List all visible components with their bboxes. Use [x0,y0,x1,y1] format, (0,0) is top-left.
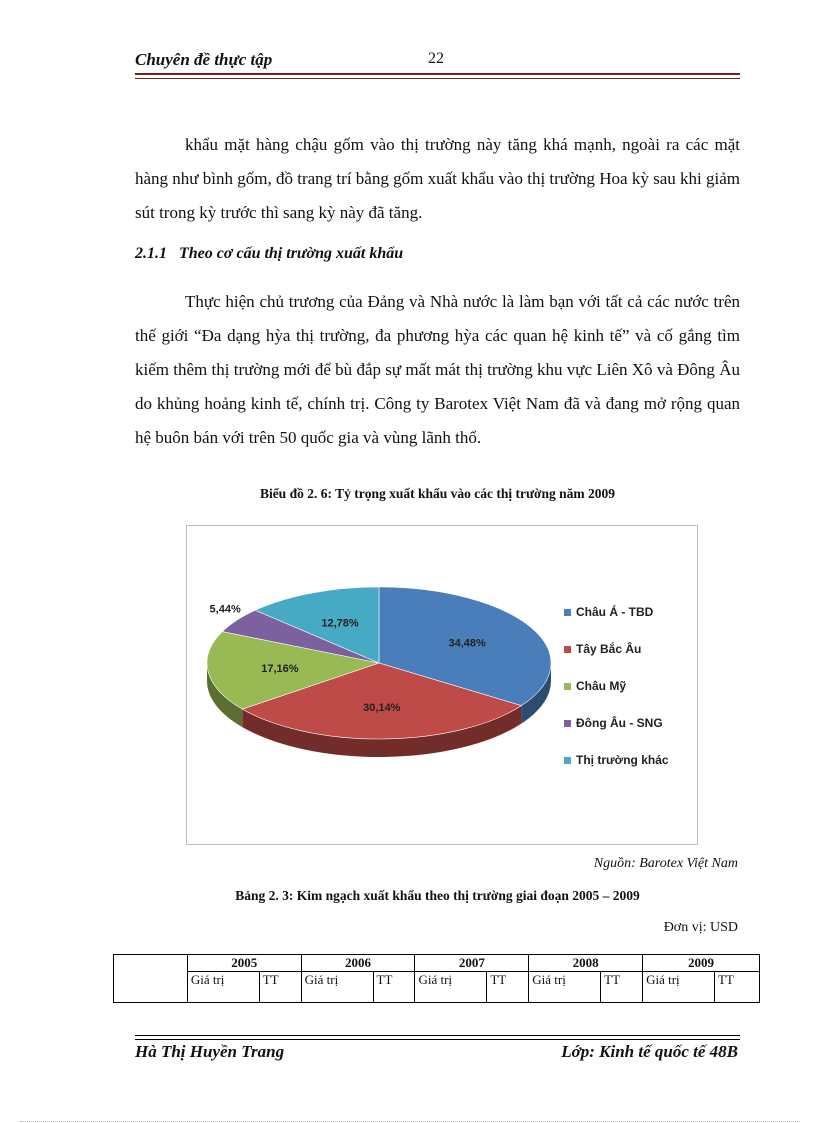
year-header: 2006 [301,955,415,972]
legend-swatch [564,720,571,727]
legend-swatch [564,757,571,764]
legend-swatch [564,646,571,653]
table-caption: Bảng 2. 3: Kim ngạch xuất khẩu theo thị trường giai đoạn 2005 – 2009 [235,888,640,903]
footer-class: Lớp: Kinh tế quốc tế 48B [561,1042,738,1061]
pie-chart-frame [186,525,698,845]
year-header: 2008 [529,955,643,972]
share-header: TT [714,972,759,1003]
year-header: 2007 [415,955,529,972]
legend-label: Thị trường khác [576,753,669,767]
year-header: 2009 [643,955,760,972]
value-header: Giá trị [415,972,487,1003]
share-header: TT [487,972,529,1003]
share-header: TT [259,972,301,1003]
value-header: Giá trị [187,972,259,1003]
legend-swatch [564,683,571,690]
table-subheader-row [114,972,760,1003]
data-label: 5,44% [209,603,241,616]
data-label: 30,14% [363,702,401,715]
value-header: Giá trị [529,972,601,1003]
page-number: 22 [428,50,444,67]
footer-rule-thin [135,1039,740,1040]
table-corner-cell [114,955,188,1003]
export-table [113,954,760,1003]
paragraph-1: khẩu mặt hàng chậu gốm vào thị trường này tăng khá mạnh, ngoài ra các mặt hàng như bình gốm, đồ trang trí bằng gốm xuất khẩu vào thị trường Hoa kỳ sau khi giảm sút trong kỳ trước thì sang kỳ này đã tăng. [135,135,740,222]
header-title: Chuyên đề thực tập [135,50,273,69]
header-rule-thin [135,78,740,79]
footer-author: Hà Thị Huyền Trang [135,1042,285,1061]
header-rule [135,73,740,75]
legend-label: Châu Mỹ [576,679,627,693]
legend-label: Đông Âu - SNG [576,716,663,730]
data-label: 17,16% [261,662,299,675]
data-label: 34,48% [448,637,486,650]
share-header: TT [373,972,415,1003]
legend-label: Tây Bắc Âu [576,642,642,656]
page-edge-dotted-line [20,1121,800,1122]
pie-chart [187,526,697,844]
legend-label: Châu Á - TBD [576,605,654,619]
section-number: 2.1.1 [135,245,167,262]
unit-label: Đơn vị: USD [663,920,738,935]
table-header-row [114,955,760,972]
share-header: TT [601,972,643,1003]
value-header: Giá trị [301,972,373,1003]
figure-caption: Biểu đồ 2. 6: Tỷ trọng xuất khẩu vào các thị trường năm 2009 [259,486,616,501]
paragraph-2: Thực hiện chủ trương của Đảng và Nhà nước là làm bạn với tất cả các nước trên thế giới “Đa dạng hỳa thị trường, đa phương hỳa các quan hệ kinh tế” và cố gắng tìm kiếm thêm thị trường mới để bù đắp sự mất mát thị trường khu vực Liên Xô và Đông Âu do khủng hoảng kinh tế, chính trị. Công ty Barotex Việt Nam đã và đang mở rộng quan hệ buôn bán với trên 50 quốc gia và vùng lãnh thổ. [135,292,740,447]
section-title: Theo cơ cấu thị trường xuất khẩu [179,245,404,262]
data-label: 12,78% [321,617,359,630]
value-header: Giá trị [643,972,715,1003]
legend-swatch [564,609,571,616]
footer-rule [135,1035,740,1036]
year-header: 2005 [187,955,301,972]
source-note: Nguồn: Barotex Việt Nam [593,856,738,871]
section-heading [135,245,403,263]
